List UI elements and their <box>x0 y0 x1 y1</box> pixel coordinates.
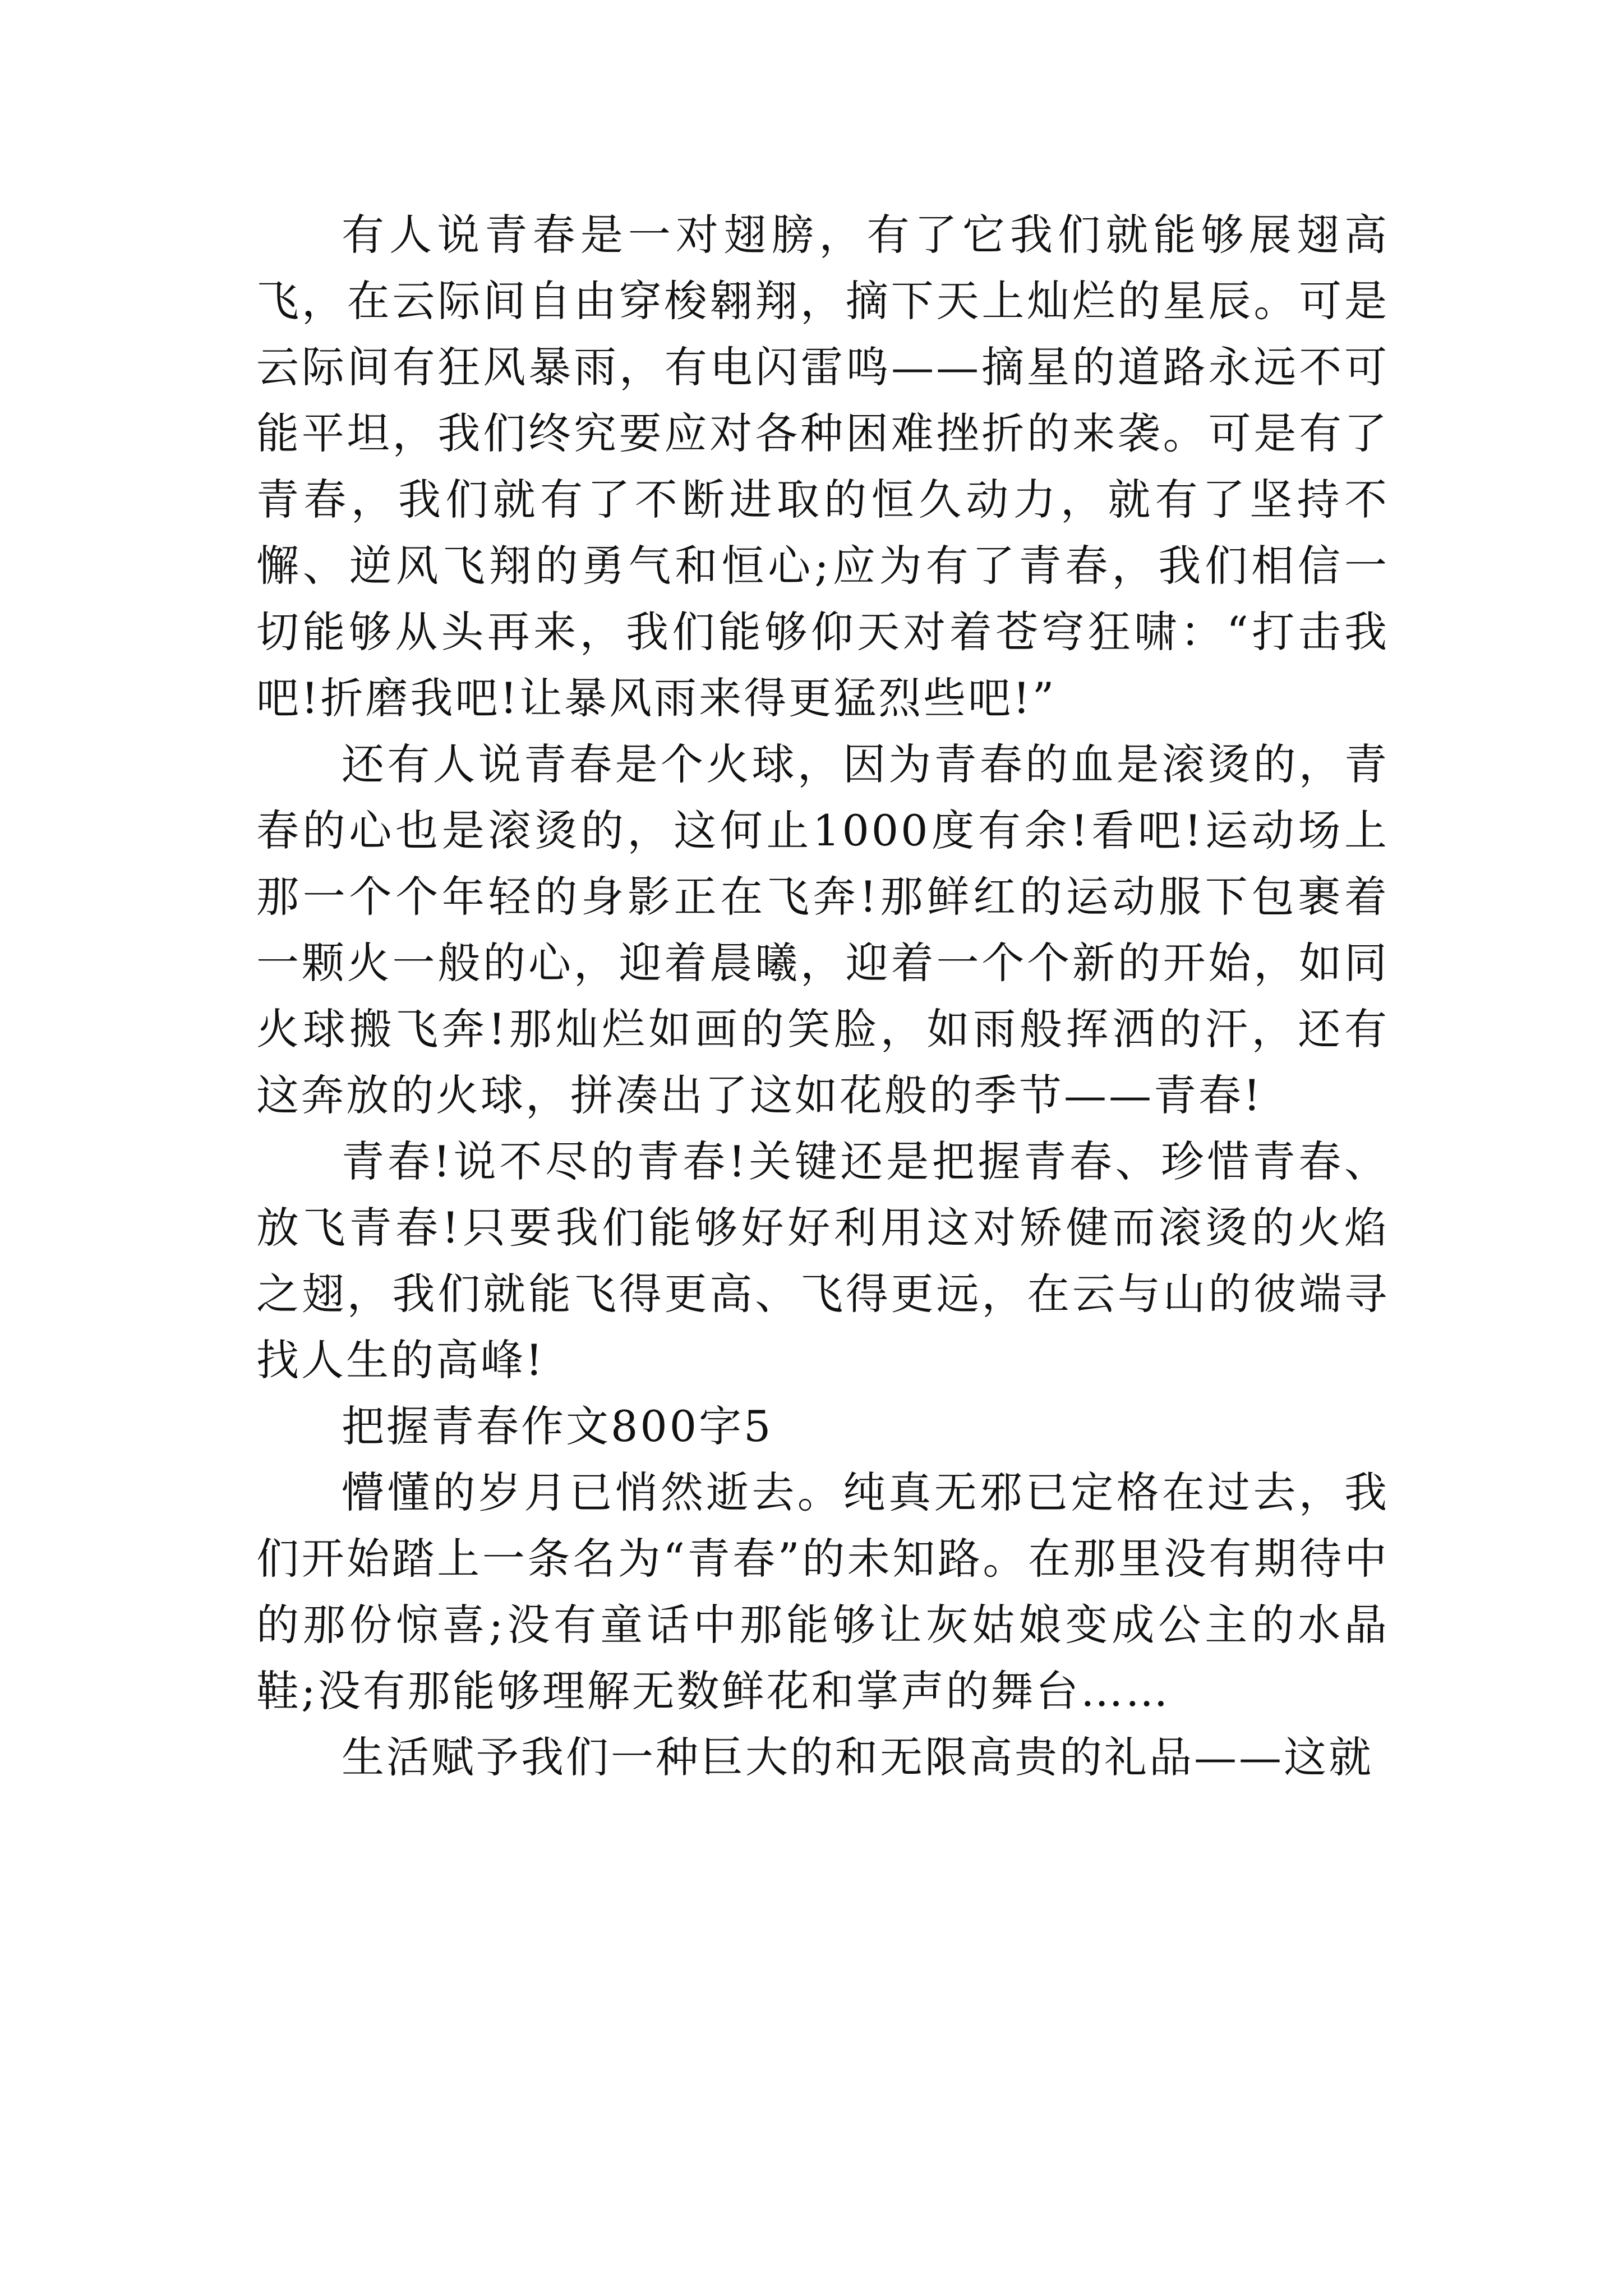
section-heading: 把握青春作文800字5 <box>342 1401 773 1451</box>
paragraph-naive-years: 懵懂的岁月已悄然逝去。纯真无邪已定格在过去，我们开始踏上一条名为“青春”的未知路。在那里没有期待中的那份惊喜;没有童话中那能够让灰姑娘变成公主的水晶鞋;没有那能够理解无数鲜花和掌声的舞台…… <box>256 1467 1389 1716</box>
paragraph-life-gift: 生活赋予我们一种巨大的和无限高贵的礼品——这就 <box>342 1732 1373 1782</box>
paragraph-youth-wings: 有人说青春是一对翅膀，有了它我们就能够展翅高飞，在云际间自由穿梭翱翔，摘下天上灿烂的星辰。可是云际间有狂风暴雨，有电闪雷鸣——摘星的道路永远不可能平坦，我们终究要应对各种困难挫折的来袭。可是有了青春，我们就有了不断进取的恒久动力，就有了坚持不懈、逆风飞翔的勇气和恒心;应为有了青春，我们相信一切能够从头再来，我们能够仰天对着苍穹狂啸：“打击我吧!折磨我吧!让暴风雨来得更猛烈些吧!” <box>256 210 1389 723</box>
document-body <box>256 202 1389 1791</box>
paragraph-youth-cherish: 青春!说不尽的青春!关键还是把握青春、珍惜青春、放飞青春!只要我们能够好好利用这对矫健而滚烫的火焰之翅，我们就能飞得更高、飞得更远，在云与山的彼端寻找人生的高峰! <box>256 1137 1389 1385</box>
paragraph-youth-fireball: 还有人说青春是个火球，因为青春的血是滚烫的，青春的心也是滚烫的，这何止1000度有余!看吧!运动场上那一个个年轻的身影正在飞奔!那鲜红的运动服下包裹着一颗火一般的心，迎着晨曦，迎着一个个新的开始，如同火球搬飞奔!那灿烂如画的笑脸，如雨般挥洒的汗，还有这奔放的火球，拼凑出了这如花般的季节——青春! <box>256 739 1389 1120</box>
